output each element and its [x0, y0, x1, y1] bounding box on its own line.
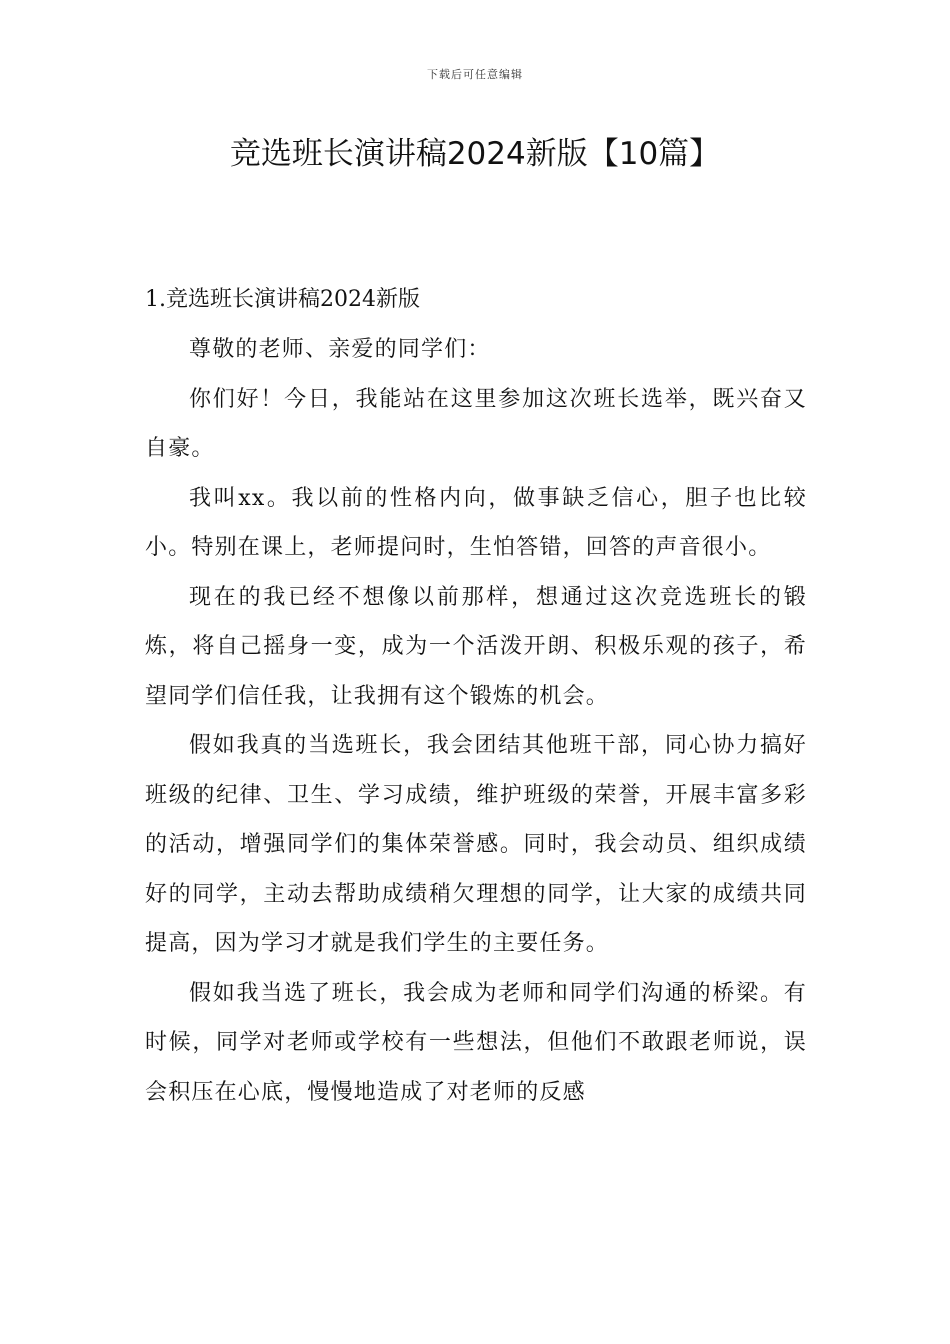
paragraph: 你们好！今日，我能站在这里参加这次班长选举，既兴奋又自豪。 — [145, 386, 807, 461]
document-title: 竞选班长演讲稿2024新版【10篇】 — [229, 136, 721, 172]
paragraph: 假如我当选了班长，我会成为老师和同学们沟通的桥梁。有时候，同学对老师或学校有一些想法，但他们不敢跟老师说，误会积压在心底，慢慢地造成了对老师的反感 — [145, 980, 807, 1105]
paragraph-salutation: 尊敬的老师、亲爱的同学们： — [189, 337, 491, 362]
document-body — [145, 275, 807, 1117]
paragraph: 假如我真的当选班长，我会团结其他班干部，同心协力搞好班级的纪律、卫生、学习成绩，维护班级的荣誉，开展丰富多彩的活动，增强同学们的集体荣誉感。同时，我会动员、组织成绩好的同学，主动去帮助成绩稍欠理想的同学，让大家的成绩共同提高，因为学习才就是我们学生的主要任务。 — [145, 733, 807, 956]
header-note: 下载后可任意编辑 — [427, 68, 523, 81]
paragraph: 我叫xx。我以前的性格内向，做事缺乏信心，胆子也比较小。特别在课上，老师提问时，生怕答错，回答的声音很小。 — [145, 485, 807, 560]
paragraph: 现在的我已经不想像以前那样，想通过这次竞选班长的锻炼，将自己摇身一变，成为一个活泼开朗、积极乐观的孩子，希望同学们信任我，让我拥有这个锻炼的机会。 — [145, 584, 807, 709]
section-heading: 1.竞选班长演讲稿2024新版 — [145, 287, 420, 312]
